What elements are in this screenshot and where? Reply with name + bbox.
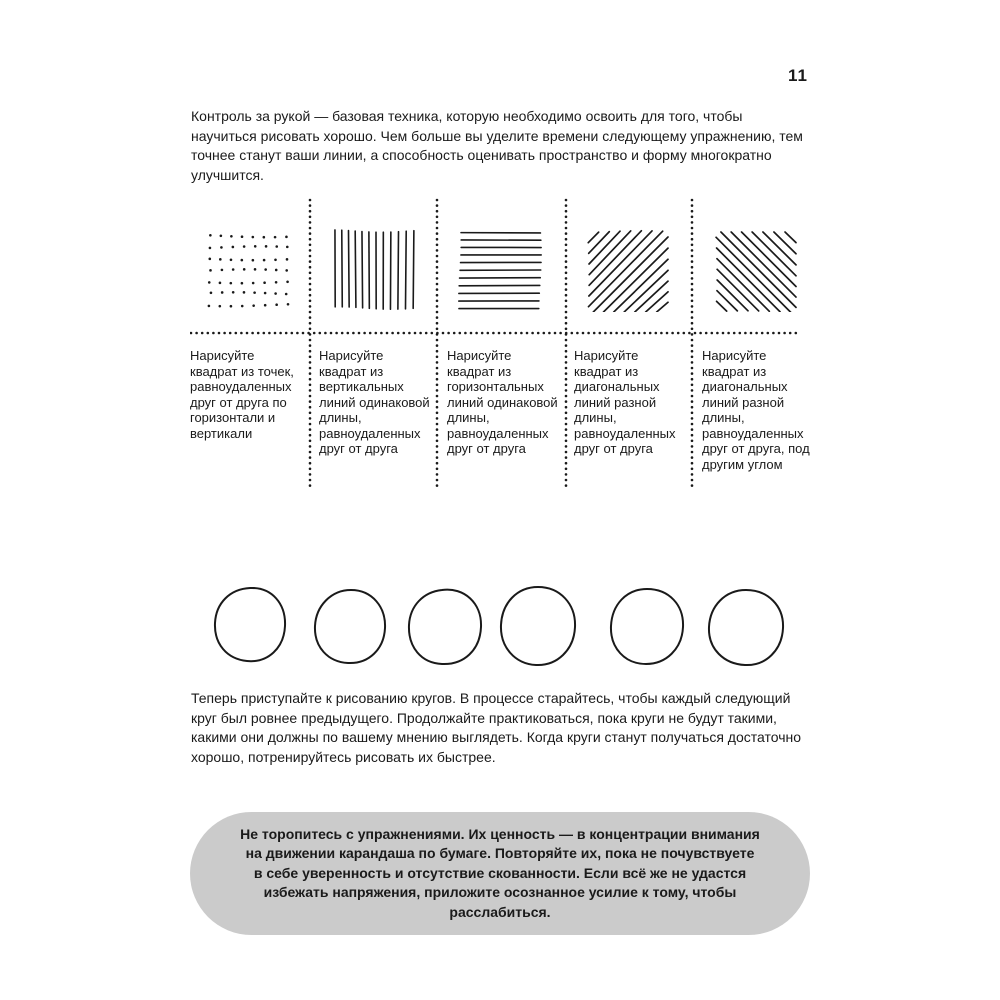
drawn-dot — [209, 234, 212, 237]
drawn-dot — [252, 259, 255, 262]
hand-drawn-circle — [310, 586, 390, 668]
drawn-dot — [230, 305, 233, 308]
drawn-dot — [221, 291, 224, 294]
drawn-dot — [252, 282, 255, 285]
drawn-dot — [208, 305, 211, 308]
drawn-line — [589, 231, 641, 286]
drawn-dot — [286, 258, 289, 261]
circle-drawings-row — [190, 580, 802, 680]
tip-text: Не торопитесь с упражнениями. Их ценность — в концентрации внимания на движении карандаша по бумаге. Повторяйте их, пока не почувствуете в себе уверенность и отсутствие скованности. Если всё же не удастся избежать напряжения, приложите осознанное усилие к тому, чтобы расслабиться. — [240, 825, 760, 920]
drawn-line — [413, 231, 414, 309]
drawn-dot — [252, 236, 255, 239]
tip-callout — [190, 812, 810, 935]
drawn-dot — [220, 246, 223, 249]
drawn-line — [742, 232, 796, 287]
drawn-dot — [274, 236, 277, 239]
drawn-dot — [275, 245, 278, 248]
drawn-dot — [232, 246, 235, 249]
drawn-line — [398, 232, 399, 309]
drawn-line — [362, 232, 363, 308]
drawn-line — [646, 292, 668, 312]
drawn-dot — [254, 268, 257, 271]
drawn-dot — [285, 236, 288, 239]
exercise-grid — [190, 198, 810, 488]
vertical-dotted-divider — [435, 198, 439, 488]
drawn-dot — [285, 269, 288, 272]
drawn-line — [405, 231, 406, 309]
drawn-dot — [274, 258, 277, 261]
drawn-dot — [232, 268, 235, 271]
drawn-dot — [265, 245, 268, 248]
drawn-dot — [286, 280, 289, 283]
drawn-dot — [221, 269, 224, 272]
drawn-dot — [243, 291, 246, 294]
horizontal-lines-drawing — [456, 228, 544, 312]
drawn-dot — [220, 234, 223, 237]
drawn-dot — [208, 258, 211, 261]
drawn-dot — [287, 303, 290, 306]
drawn-dot — [243, 268, 246, 271]
drawn-dot — [285, 293, 288, 296]
drawn-dot — [241, 305, 244, 308]
intro-paragraph: Контроль за рукой — базовая техника, которую необходимо освоить для того, чтобы научиться рисовать хорошо. Чем больше вы уделите времени следующему упражнению, тем точнее станут ваши линии, а способность оценивать пространство и форму многократно улучшится. — [191, 108, 803, 183]
drawn-dot — [230, 235, 233, 238]
drawn-dot — [264, 268, 267, 271]
vertical-dotted-divider — [308, 198, 312, 488]
hand-drawn-circle — [210, 584, 290, 666]
drawn-line — [589, 232, 610, 254]
drawn-line — [588, 232, 598, 243]
drawn-dot — [219, 282, 222, 285]
drawn-dot — [254, 245, 257, 248]
drawn-line — [614, 259, 668, 312]
page-number: 11 — [788, 66, 808, 85]
diagonal-lines-alt-angle-drawing — [712, 228, 798, 312]
drawn-line — [717, 248, 780, 312]
drawn-dot — [286, 246, 289, 249]
drawn-dot — [275, 303, 278, 306]
drawn-dot — [241, 235, 244, 238]
drawn-dot — [230, 282, 233, 285]
vertical-dotted-divider — [564, 198, 568, 488]
drawn-line — [717, 301, 727, 311]
drawn-line — [731, 232, 796, 297]
drawn-dot — [253, 291, 256, 294]
drawn-dot — [219, 305, 222, 308]
drawn-dot — [263, 281, 266, 284]
drawn-dot — [263, 259, 266, 262]
vertical-lines-drawing — [330, 228, 416, 312]
drawn-dot — [210, 292, 213, 295]
drawn-line — [589, 231, 630, 275]
exercise-caption: Нарисуйте квадрат из диагональных линий разной длины, равноудаленных друг от друга, под другим углом — [702, 348, 810, 472]
drawn-dot — [275, 281, 278, 284]
circles-paragraph: Теперь приступайте к рисованию кругов. В процессе старайтесь, чтобы каждый следующий круг был ровнее предыдущего. Продолжайте практиковаться, пока круги не будут такими, какими они должны по вашему мнению выглядеть. Когда круги станут получаться достаточно хорошо, потренируйтесь рисовать их быстрее. — [191, 690, 802, 765]
drawn-line — [785, 232, 796, 243]
hand-drawn-circle — [496, 583, 580, 671]
drawn-dot — [241, 259, 244, 262]
drawn-line — [717, 291, 737, 311]
drawn-line — [355, 231, 356, 307]
hand-drawn-circle — [704, 586, 788, 670]
drawn-dot — [241, 282, 244, 285]
drawn-line — [717, 269, 758, 311]
drawn-line — [342, 230, 343, 307]
drawn-line — [348, 231, 349, 307]
diagonal-lines-drawing — [584, 228, 672, 312]
drawn-dot — [264, 304, 267, 307]
drawn-dot — [209, 247, 212, 250]
drawn-dot — [252, 304, 255, 307]
exercise-caption: Нарисуйте квадрат из вертикальных линий одинаковой длины, равноудаленных друг от друга — [319, 348, 430, 456]
drawn-dot — [232, 291, 235, 294]
exercise-caption: Нарисуйте квадрат из горизонтальных линий одинаковой длины, равноудаленных друг от друга — [447, 348, 558, 456]
drawn-dot — [263, 236, 266, 239]
hand-drawn-circle — [404, 585, 486, 669]
drawn-line — [774, 232, 796, 254]
vertical-dotted-divider — [690, 198, 694, 488]
exercise-caption: Нарисуйте квадрат из точек, равноудаленных друг от друга по горизонтали и вертикали — [190, 348, 294, 441]
drawn-dot — [274, 292, 277, 295]
hand-drawn-circle — [606, 585, 688, 669]
drawn-dot — [264, 292, 267, 295]
drawn-dot — [230, 258, 233, 261]
drawn-dot — [219, 258, 222, 261]
drawn-dot — [275, 269, 278, 272]
drawn-line — [657, 302, 668, 312]
drawn-dot — [209, 269, 212, 272]
drawn-dot — [208, 281, 211, 284]
exercise-caption: Нарисуйте квадрат из диагональных линий разной длины, равноудаленных друг от друга — [574, 348, 676, 456]
dot-grid-drawing — [204, 228, 292, 310]
drawn-line — [624, 270, 668, 312]
drawn-dot — [243, 245, 246, 248]
drawn-line — [717, 259, 769, 312]
horizontal-dotted-divider — [190, 331, 802, 335]
